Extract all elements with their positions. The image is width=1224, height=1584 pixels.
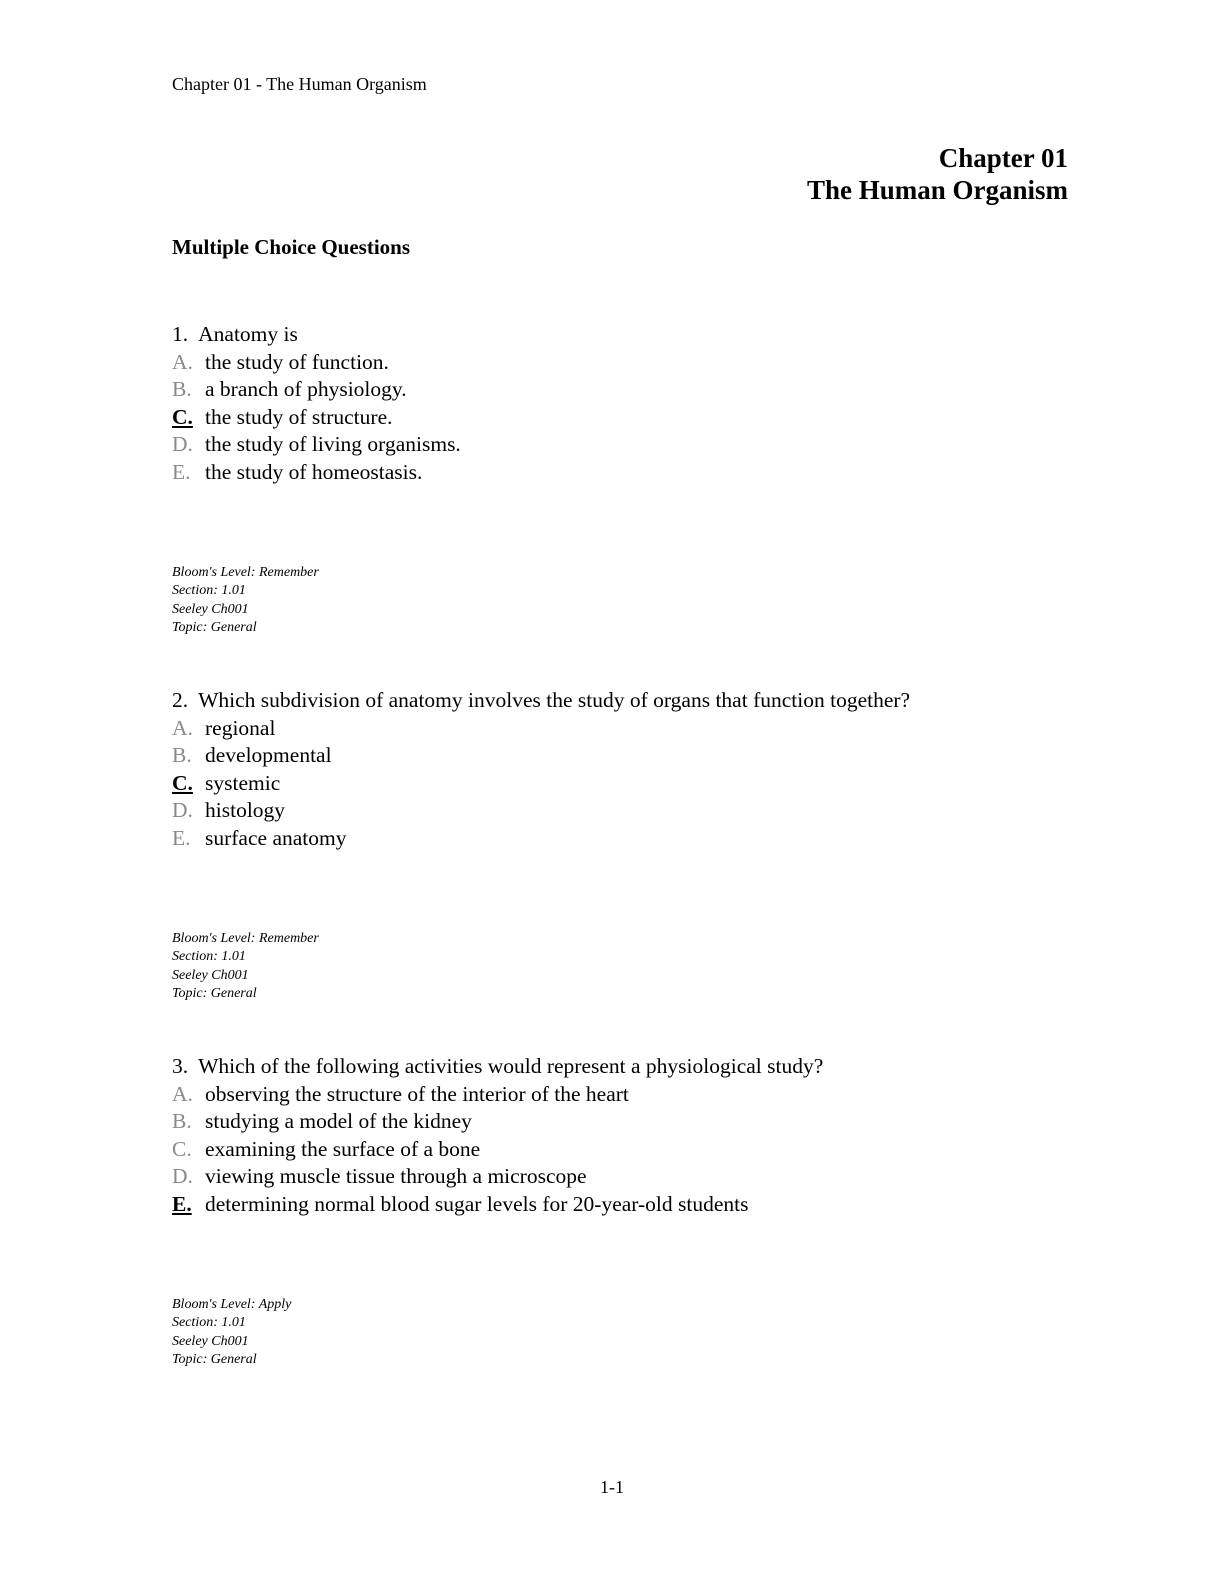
answer-choice-e bbox=[172, 459, 1072, 487]
choice-text: examining the surface of a bone bbox=[205, 1136, 481, 1161]
choice-text: systemic bbox=[205, 770, 281, 795]
choice-letter: D. bbox=[172, 432, 193, 456]
answer-choice-d bbox=[172, 431, 1072, 459]
choice-text: histology bbox=[205, 798, 286, 822]
answer-choice-a bbox=[172, 715, 1072, 743]
choice-text: the study of function. bbox=[205, 349, 389, 374]
choice-text: a branch of physiology. bbox=[205, 377, 407, 401]
section-ref: Section: 1.01 bbox=[172, 583, 246, 599]
choice-letter: C. bbox=[172, 404, 193, 429]
choice-text: the study of structure. bbox=[205, 404, 393, 429]
choice-letter: B. bbox=[172, 377, 192, 401]
choice-text: observing the structure of the interior of the heart bbox=[205, 1081, 629, 1106]
choice-letter: C. bbox=[172, 1136, 192, 1161]
choice-letter: B. bbox=[172, 743, 192, 767]
choice-letter: D. bbox=[172, 1164, 193, 1188]
question-number: 2. bbox=[172, 688, 189, 712]
choice-text: regional bbox=[205, 715, 276, 740]
answer-choice-c bbox=[172, 1136, 1072, 1164]
choice-letter: E. bbox=[172, 1191, 192, 1216]
question-2 bbox=[172, 687, 1072, 852]
choice-text: determining normal blood sugar levels for 20-year-old students bbox=[205, 1191, 749, 1216]
question-3-metadata bbox=[172, 1296, 291, 1369]
choice-text: the study of homeostasis. bbox=[205, 459, 423, 484]
blooms-level: Bloom's Level: Apply bbox=[172, 1297, 292, 1312]
answer-choice-d bbox=[172, 797, 1072, 825]
question-text: Anatomy is bbox=[198, 322, 298, 346]
answer-choice-c-correct bbox=[172, 404, 1072, 432]
choice-text: viewing muscle tissue through a microscope bbox=[205, 1164, 587, 1188]
choice-text: developmental bbox=[205, 743, 332, 767]
topic-ref: Topic: General bbox=[172, 619, 257, 635]
choice-letter: A. bbox=[172, 349, 193, 374]
answer-choice-a bbox=[172, 349, 1072, 377]
answer-choice-a bbox=[172, 1081, 1072, 1109]
blooms-level: Bloom's Level: Remember bbox=[172, 565, 319, 580]
choice-letter: C. bbox=[172, 770, 193, 795]
question-stem bbox=[172, 1053, 1072, 1081]
source-ref: Seeley Ch001 bbox=[172, 1333, 249, 1349]
topic-ref: Topic: General bbox=[172, 985, 257, 1001]
choice-letter: D. bbox=[172, 798, 193, 822]
source-ref: Seeley Ch001 bbox=[172, 967, 249, 983]
answer-choice-b bbox=[172, 1108, 1072, 1136]
choice-letter: E. bbox=[172, 825, 191, 850]
section-ref: Section: 1.01 bbox=[172, 949, 246, 965]
question-stem bbox=[172, 321, 1072, 349]
question-1-metadata bbox=[172, 564, 319, 637]
question-text: Which of the following activities would represent a physiological study? bbox=[198, 1054, 824, 1078]
answer-choice-b bbox=[172, 376, 1072, 404]
source-ref: Seeley Ch001 bbox=[172, 601, 249, 617]
choice-letter: E. bbox=[172, 459, 191, 484]
choice-letter: A. bbox=[172, 1081, 193, 1106]
running-header: Chapter 01 - The Human Organism bbox=[172, 74, 427, 94]
choice-text: studying a model of the kidney bbox=[205, 1109, 472, 1133]
question-2-metadata bbox=[172, 930, 319, 1003]
question-text: Which subdivision of anatomy involves the study of organs that function together? bbox=[198, 688, 911, 712]
answer-choice-b bbox=[172, 742, 1072, 770]
section-heading: Multiple Choice Questions bbox=[172, 235, 411, 259]
choice-text: the study of living organisms. bbox=[205, 432, 461, 456]
chapter-number: Chapter 01 bbox=[938, 143, 1068, 173]
question-number: 3. bbox=[172, 1054, 189, 1078]
question-3 bbox=[172, 1053, 1072, 1218]
section-ref: Section: 1.01 bbox=[172, 1315, 246, 1331]
blooms-level: Bloom's Level: Remember bbox=[172, 931, 319, 946]
question-number: 1. bbox=[172, 322, 189, 346]
answer-choice-c-correct bbox=[172, 770, 1072, 798]
page-number: 1-1 bbox=[600, 1477, 624, 1497]
answer-choice-e bbox=[172, 825, 1072, 853]
answer-choice-e-correct bbox=[172, 1191, 1072, 1219]
topic-ref: Topic: General bbox=[172, 1351, 257, 1367]
choice-letter: A. bbox=[172, 715, 193, 740]
choice-text: surface anatomy bbox=[205, 825, 347, 850]
answer-choice-d bbox=[172, 1163, 1072, 1191]
chapter-title bbox=[807, 142, 1068, 206]
choice-letter: B. bbox=[172, 1109, 192, 1133]
chapter-name: The Human Organism bbox=[806, 175, 1068, 205]
question-stem bbox=[172, 687, 1072, 715]
question-1 bbox=[172, 321, 1072, 486]
